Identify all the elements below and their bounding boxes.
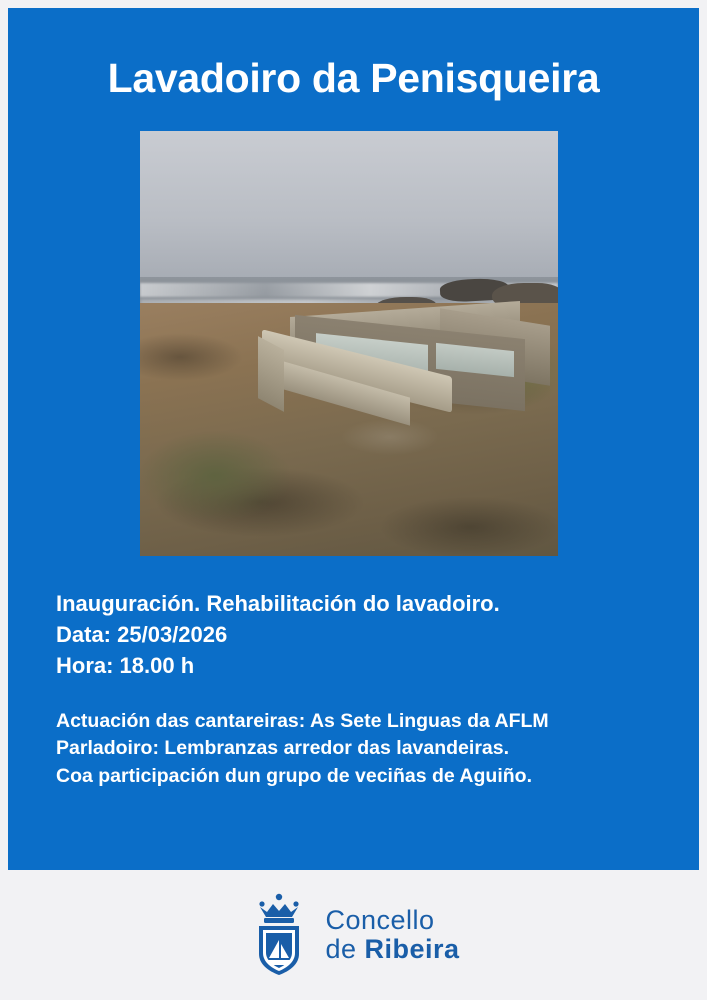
- programme-line-cantareiras: Actuación das cantareiras: As Sete Linguas da AFLM: [56, 709, 549, 732]
- poster-text-block: [56, 588, 666, 791]
- concello-de-ribeira-logo: [247, 892, 459, 978]
- logo-line-ribeira: [325, 935, 459, 964]
- logo-line-concello: Concello: [325, 905, 435, 936]
- photo-illustration: [140, 131, 558, 556]
- programme-line-participation: Coa participación dun grupo de veciñas de Aguiño.: [56, 765, 532, 788]
- lavadoiro-photo: [140, 131, 558, 556]
- logo-wordmark: [325, 906, 459, 963]
- page-title: Lavadoiro da Penisqueira: [107, 55, 600, 101]
- photo-sky: [140, 131, 558, 281]
- logo-de: de: [325, 934, 365, 964]
- event-line-inauguration: Inauguración. Rehabilitación do lavadoiro.: [56, 591, 500, 616]
- crown-shield-boat-icon: [247, 892, 311, 978]
- event-line-time: Hora: 18.00 h: [56, 653, 195, 679]
- poster-blue-panel: [8, 8, 699, 870]
- programme-line-parladoiro: Parladoiro: Lembranzas arredor das lavandeiras.: [56, 737, 510, 760]
- poster-footer: [0, 870, 707, 1000]
- event-line-date: Data: 25/03/2026: [56, 622, 228, 648]
- photo-grass-patch: [140, 431, 290, 521]
- logo-ribeira: Ribeira: [364, 934, 460, 964]
- text-spacer: [56, 682, 666, 708]
- photo-lavadoiro-left-edge: [258, 336, 284, 412]
